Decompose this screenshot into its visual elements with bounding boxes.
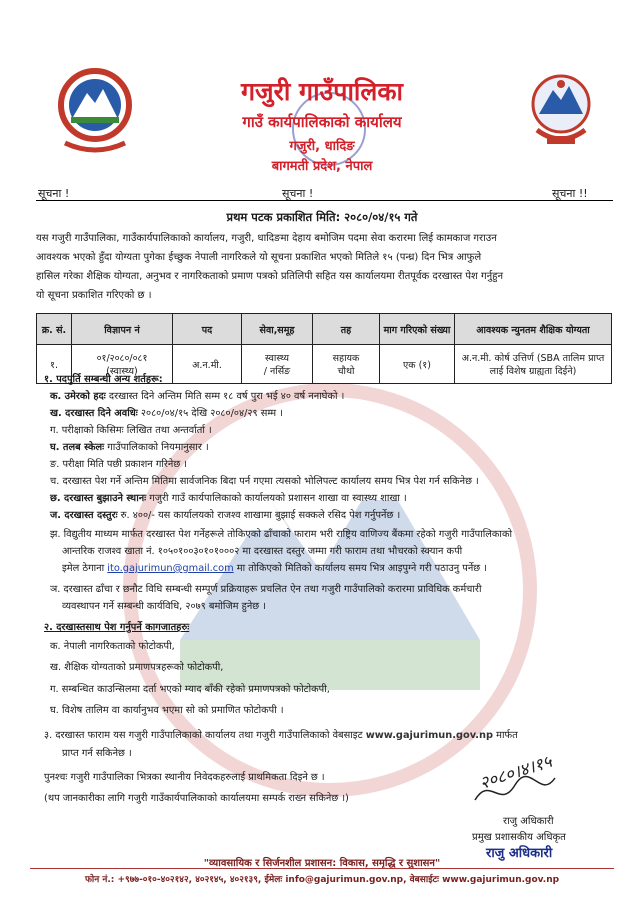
th-service: सेवा,समूह [242,314,313,345]
signature-scribble [470,770,560,810]
section1-item [50,457,615,473]
signature-stamp-name: राजु अधिकारी [486,846,553,861]
item-value: २०८०/०४/१५ देखि २०८०/०४/२९ सम्म । [137,408,283,419]
qual-line: अ.न.मी. कोर्ष उत्तिर्ण (SBA तालिम प्राप्त [461,353,605,364]
notice-center: सूचना ! [282,187,314,200]
header-divider [36,200,613,201]
item-value: रु. ४००/- यस कार्यालयको राजश्व शाखामा बुझाई सक्कले रसिद पेश गर्नुपर्नेछ । [117,510,401,521]
th-count: माग गरिएको संख्या [380,314,455,345]
intro-paragraph [36,229,616,305]
section1-jha-line: आन्तरिक राजश्व खाता नं. १०५०१००३०१०१०००२ मा दरखास्त दस्तुर जम्मा गरी फाराम तथा भौचरको स्क्यान कपी [62,546,463,557]
website-link[interactable]: www.gajurimun.gov.np [365,730,493,741]
office-province: बागमती प्रदेश, नेपाल [271,159,373,174]
notice-right: सूचना !! [552,187,588,200]
publish-date: प्रथम पटक प्रकाशित मिति: २०८०/०४/१५ गते [226,210,418,224]
section2-item: ग. सम्बन्धित काउन्सिलमा दर्ता भएको म्याद बाँकी रहेको प्रमाणपत्रको फोटोकपी, [50,684,330,695]
item-value: लिखित तथा अन्तर्वार्ता । [123,425,212,436]
office-name: गजुरी गाउँपालिका [240,77,404,106]
section1-jha-line: झ. विद्युतीय माध्यम मार्फत दरखास्त पेश गर्नेहरूले तोकिएको ढाँचाको फाराम भरी राष्ट्रिय वाणिज्य बैंकमा रहेको गजुरी गाउँपालिकाको [50,529,513,540]
service-line: स्वास्थ्य [264,353,290,364]
section1-item [50,423,615,439]
section1-heading: १. पदपुर्ति सम्बन्धी अन्य शर्तहरू: [44,374,163,385]
item-key: छ. दरखास्त बुझाउने स्थानः [50,493,147,504]
email-link[interactable]: ito.gajurimun@gmail.com [107,563,234,574]
item-value: गाउँपालिकाको नियमानुसार । [104,442,209,453]
item-key: ज. दरखास्त दस्तुरः [50,510,118,521]
th-qualification: आवश्यक न्युनतम शैक्षिक योग्यता [455,314,612,345]
intro-line: यस गजुरी गाउँपालिका, गाउँकार्यपालिकाको कार्यालय, गजुरी, धादिङमा देहाय बमोजिम पदमा सेवा करारमा लिई कामकाज गराउन [36,233,497,244]
section1-item [50,508,615,524]
section1-item [50,491,615,507]
intro-line: यो सूचना प्रकाशित गरिएको छ । [36,290,152,301]
item-key: घ. तलब स्केलः [50,442,105,453]
section2-item: घ. विशेष तालिम वा कार्यानुभव भएमा सो को प्रमाणित फोटोकपी । [50,705,284,716]
footer-contact: फोन नं.: +९७७-०१०-४०२१४२, ४०२१४५, ४०२१३९, ईमेलः info@gajurimun.gov.np, वेबसाईटः www.gajurimun.gov.np [84,875,560,885]
footer-note: (थप जानकारीका लागि गजुरी गाउँकार्यपालिकाको कार्यालयमा सम्पर्क राख्न सकिनेछ ।) [44,793,349,804]
cell-post: अ.न.मी. [173,345,242,384]
footer-divider [30,868,614,869]
item-key: ग. परीक्षाको किसिमः [50,425,124,436]
cell-count: एक (१) [380,345,455,384]
section1-item [50,389,615,405]
item-key: ख. दरखास्त दिने अवधिः [50,408,138,419]
office-district: गजुरी, धादिङ [289,139,355,154]
service-line: / नर्सिङ [263,366,291,377]
section2-heading: २. दरखास्तसाथ पेश गर्नुपर्ने कागजातहरुः [44,622,190,633]
notice-left: सूचना ! [38,187,70,200]
section2-item: ख. शैक्षिक योग्यताको प्रमाणपत्रहरूको फोटोकपी, [50,662,224,673]
th-sn: क्र. सं. [37,314,72,345]
footer-slogan: "व्यावसायिक र सिर्जनशील प्रशासन: विकास, समृद्धि र सुशासन" [203,858,441,869]
section1-nya-line: व्यवस्थापन गर्ने सम्बन्धी कार्यविधि, २०७९ बमोजिम हुनेछ । [62,601,266,612]
section1-jha-line [62,561,627,577]
signatory-name: राजु अधिकारी [503,816,554,827]
item-key: क. उमेरको हदः [50,391,106,402]
footer-note: पुनश्चः गजुरी गाउँपालिका भित्रका स्थानीय निवेदकहरुलाई प्राथमिकता दिइने छ । [44,772,325,783]
item-value: गजुरी गाउँ कार्यपालिकाको कार्यालयको प्रशासन शाखा वा स्वास्थ्य शाखा । [146,493,407,504]
item-value: दरखास्त पेश गर्ने अन्तिम मितिमा सार्वजनिक बिदा पर्न गएमा त्यसको भोलिपल्ट कार्यालय समय भित्र पेश गर्न सकिनेछ । [59,476,479,487]
intro-line: आवश्यक भएको हुँदा योग्यता पुगेका ईच्छुक नेपाली नागरिकले यो सूचना प्रकाशित भएको मितिले १५ (पन्ध्र) दिन भित्र आफुले [36,252,482,263]
item-key: ङ. [50,459,60,470]
item-value: परीक्षा मिति पछी प्रकाशन गरिनेछ । [59,459,188,470]
intro-line: हासिल गरेका शैक्षिक योग्यता, अनुभव र नागरिकताको प्रमाण पत्रको प्रतिलिपी सहित यस कार्यालयमा रीतपूर्वक दरखास्त पेश गर्नुहुन [36,271,504,282]
item-value: दरखास्त दिने अन्तिम मिति सम्म १८ वर्ष पुरा भई ४० वर्ष ननाघेको । [105,391,345,402]
section1-item [50,406,615,422]
section3-text: ३. दरखास्त फाराम यस गजुरी गाउँपालिकाको कार्यालय तथा गजुरी गाउँपालिकाको वेबसाइट [44,730,363,741]
ad-sub: (स्वास्थ्य) [106,366,138,377]
section1-item [50,474,615,490]
handwritten-date: २०८०।४।१५ [477,751,555,794]
th-level: तह [313,314,380,345]
level-line: सहायक [332,353,360,364]
section1-nya-line: ञ. दरखास्त ढाँचा र छनौट विधि सम्बन्धी सम्पूर्ण प्रक्रियाहरू प्रचलित ऐन तथा गजुरी गाउँपालिको करारमा प्राविधिक कर्मचारी [50,584,482,595]
section2-item: क. नेपाली नागरिकताको फोटोकपी, [50,641,175,652]
ad-no: ०१/२०८०/०८१ [96,353,148,364]
cell-sn: १. [37,345,72,384]
th-ad-no: विज्ञापन नं [72,314,173,345]
level-line: चौथो [337,366,355,377]
section3-text: मार्फत [493,730,518,741]
signatory-title: प्रमुख प्रशासकीय अधिकृत [472,832,566,843]
qual-line: लाई विशेष ग्राह्यता दिईने) [489,366,577,377]
jha-text: मा तोकिएको मितिको कार्यालय समय भित्र आइपुग्ने गरी पठाउनु पर्नेछ । [233,563,488,574]
item-key: च. [50,476,60,487]
section1-item [50,440,615,456]
jha-text: इमेल ठेगाना [62,563,108,574]
office-subtitle: गाउँ कार्यपालिकाको कार्यालय [242,113,402,131]
section3-line: प्राप्त गर्न सकिनेछ । [62,748,132,759]
th-post: पद [173,314,242,345]
table-header-row [37,314,612,345]
section3-line [44,728,624,744]
